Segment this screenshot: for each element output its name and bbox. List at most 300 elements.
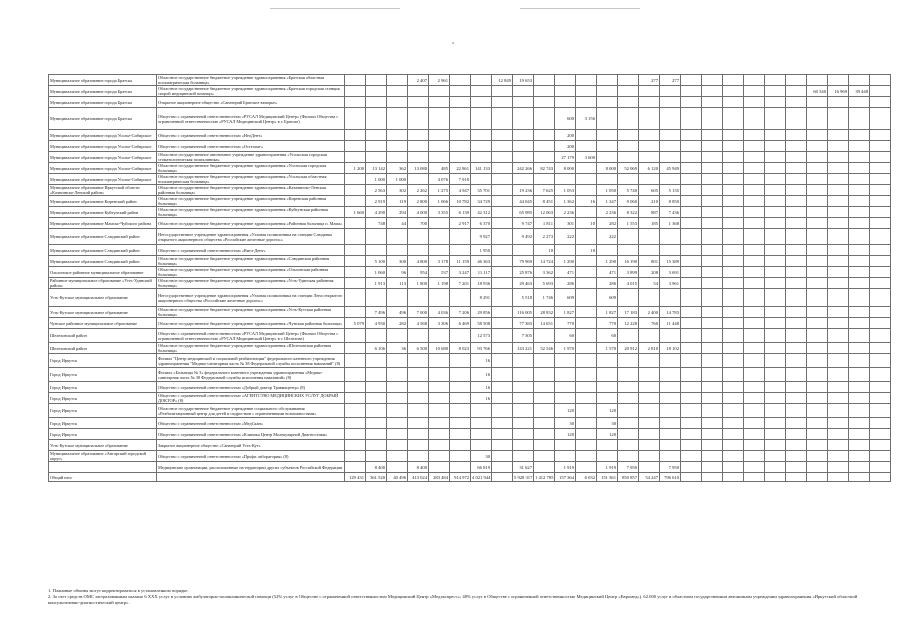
value-cell xyxy=(723,289,744,307)
value-cell xyxy=(534,174,555,185)
organization-cell: Областное государственное бюджетное учреждение здравоохранения «Киренская районная больница» xyxy=(157,196,345,207)
value-cell xyxy=(828,393,849,404)
value-cell: 82 743 xyxy=(534,163,555,174)
municipality-cell: Муниципальное образование города Братска xyxy=(49,75,157,86)
value-cell xyxy=(744,185,765,196)
value-cell xyxy=(765,307,786,318)
value-cell xyxy=(597,97,618,108)
value-cell xyxy=(702,141,723,152)
value-cell xyxy=(870,429,891,440)
organization-cell: Медицинские организации, расположенные на территории других субъектов Российской Федерации xyxy=(157,462,345,473)
value-cell: 5 100 xyxy=(366,256,387,267)
value-cell xyxy=(618,108,639,130)
value-cell xyxy=(849,278,870,289)
value-cell xyxy=(765,174,786,185)
value-cell xyxy=(555,97,576,108)
value-cell: 362 xyxy=(387,163,408,174)
value-cell xyxy=(786,245,807,256)
value-cell xyxy=(576,429,597,440)
value-cell: 44 xyxy=(387,218,408,229)
value-cell xyxy=(786,462,807,473)
value-cell xyxy=(828,196,849,207)
value-cell xyxy=(576,207,597,218)
total-label: Общий итог xyxy=(49,473,157,482)
value-cell xyxy=(744,440,765,451)
value-cell xyxy=(765,196,786,207)
value-cell xyxy=(513,418,534,429)
value-cell xyxy=(366,152,387,163)
table-row xyxy=(49,278,891,289)
value-cell xyxy=(702,278,723,289)
value-cell xyxy=(681,289,702,307)
value-cell xyxy=(534,393,555,404)
value-cell xyxy=(492,218,513,229)
value-cell xyxy=(744,343,765,354)
value-cell xyxy=(576,130,597,141)
value-cell xyxy=(849,218,870,229)
value-cell xyxy=(639,130,660,141)
municipality-cell: Муниципальное образование Слюдянский район xyxy=(49,245,157,256)
value-cell: 27 179 xyxy=(555,152,576,163)
value-cell xyxy=(429,382,450,393)
value-cell xyxy=(492,256,513,267)
value-cell xyxy=(450,245,471,256)
total-value-cell xyxy=(828,473,849,482)
value-cell xyxy=(450,97,471,108)
value-cell: 7 950 xyxy=(660,462,681,473)
value-cell xyxy=(660,440,681,451)
value-cell xyxy=(870,343,891,354)
value-cell: 8 023 xyxy=(450,343,471,354)
value-cell: 1 362 xyxy=(555,196,576,207)
value-cell xyxy=(744,418,765,429)
organization-cell: Филиал «Больница № 3» федерального казенного учреждения здравоохранения «Медико-санитарная часть № 38 Федеральной службы исполнения наказаний» (8) xyxy=(157,368,345,382)
value-cell xyxy=(429,418,450,429)
value-cell xyxy=(849,318,870,329)
value-cell xyxy=(870,174,891,185)
value-cell xyxy=(408,245,429,256)
value-cell xyxy=(849,267,870,278)
value-cell xyxy=(366,130,387,141)
value-cell xyxy=(870,451,891,462)
value-cell xyxy=(534,329,555,343)
value-cell xyxy=(387,451,408,462)
value-cell xyxy=(702,451,723,462)
value-cell xyxy=(618,382,639,393)
value-cell xyxy=(765,382,786,393)
value-cell xyxy=(345,141,366,152)
value-cell xyxy=(408,86,429,97)
value-cell xyxy=(828,229,849,245)
value-cell xyxy=(471,97,492,108)
value-cell: 141 133 xyxy=(471,163,492,174)
value-cell xyxy=(828,307,849,318)
value-cell: 7 206 xyxy=(450,307,471,318)
value-cell xyxy=(576,174,597,185)
value-cell xyxy=(492,354,513,368)
value-cell: 79 969 xyxy=(513,256,534,267)
value-cell xyxy=(681,318,702,329)
value-cell: 16 xyxy=(471,393,492,404)
table-row xyxy=(49,318,891,329)
value-cell xyxy=(366,368,387,382)
value-cell xyxy=(639,418,660,429)
value-cell: 16 xyxy=(576,196,597,207)
municipality-cell: Город Иркутск xyxy=(49,382,157,393)
value-cell xyxy=(492,429,513,440)
value-cell: 4 076 xyxy=(429,174,450,185)
value-cell xyxy=(513,404,534,418)
value-cell: 13 080 xyxy=(408,163,429,174)
value-cell xyxy=(723,86,744,97)
value-cell xyxy=(744,207,765,218)
value-cell xyxy=(408,440,429,451)
value-cell xyxy=(765,393,786,404)
value-cell xyxy=(639,462,660,473)
value-cell xyxy=(765,218,786,229)
value-cell xyxy=(681,440,702,451)
value-cell xyxy=(387,429,408,440)
value-cell xyxy=(786,289,807,307)
value-cell: 113 xyxy=(387,278,408,289)
value-cell xyxy=(702,440,723,451)
value-cell: 120 xyxy=(555,429,576,440)
value-cell: 282 xyxy=(597,218,618,229)
value-cell xyxy=(723,278,744,289)
value-cell xyxy=(723,462,744,473)
value-cell xyxy=(681,329,702,343)
value-cell xyxy=(828,108,849,130)
municipality-cell: Муниципальное образование города Усолье-Сибирское xyxy=(49,163,157,174)
value-cell xyxy=(702,429,723,440)
value-cell: 3 899 xyxy=(618,267,639,278)
value-cell xyxy=(597,451,618,462)
value-cell: 2 919 xyxy=(366,196,387,207)
value-cell xyxy=(744,462,765,473)
value-cell: 8 400 xyxy=(408,462,429,473)
organization-cell: Общество с ограниченной ответственностью «МедСкан» xyxy=(157,418,345,429)
value-cell xyxy=(786,404,807,418)
value-cell xyxy=(765,343,786,354)
value-cell xyxy=(450,152,471,163)
value-cell xyxy=(492,329,513,343)
value-cell xyxy=(786,451,807,462)
value-cell xyxy=(408,393,429,404)
table-row xyxy=(49,354,891,368)
value-cell xyxy=(492,141,513,152)
value-cell xyxy=(786,418,807,429)
value-cell xyxy=(744,382,765,393)
value-cell xyxy=(723,174,744,185)
value-cell xyxy=(387,354,408,368)
value-cell xyxy=(492,163,513,174)
total-value-cell: 54 247 xyxy=(639,473,660,482)
table-row xyxy=(49,451,891,462)
municipality-cell: Ольхонское районное муниципальное образование xyxy=(49,267,157,278)
value-cell xyxy=(807,343,828,354)
value-cell xyxy=(660,393,681,404)
value-cell: 1 368 xyxy=(660,218,681,229)
value-cell: 282 xyxy=(387,318,408,329)
value-cell xyxy=(723,329,744,343)
value-cell xyxy=(681,196,702,207)
value-cell xyxy=(870,267,891,278)
municipality-cell: Муниципальное образование города Усолье-Сибирское xyxy=(49,174,157,185)
value-cell xyxy=(366,429,387,440)
organization-cell: Негосударственное учреждение здравоохранения «Узловая поликлиника на станции Слюдянка открытого акционерного общества «Российские железные дороги»» xyxy=(157,229,345,245)
value-cell xyxy=(702,354,723,368)
value-cell xyxy=(576,278,597,289)
value-cell xyxy=(786,75,807,86)
value-cell: 1 811 xyxy=(534,218,555,229)
value-cell xyxy=(723,368,744,382)
value-cell xyxy=(870,185,891,196)
value-cell xyxy=(618,368,639,382)
value-cell xyxy=(366,329,387,343)
value-cell xyxy=(744,141,765,152)
value-cell xyxy=(639,354,660,368)
value-cell xyxy=(681,75,702,86)
value-cell xyxy=(786,343,807,354)
value-cell xyxy=(366,404,387,418)
value-cell xyxy=(765,418,786,429)
value-cell xyxy=(807,289,828,307)
value-cell xyxy=(828,404,849,418)
value-cell xyxy=(471,108,492,130)
value-cell xyxy=(513,382,534,393)
value-cell xyxy=(849,152,870,163)
value-cell: 25 876 xyxy=(513,267,534,278)
value-cell xyxy=(408,404,429,418)
organization-cell: Областное государственное бюджетное учреждение здравоохранения «Куйтунская районная больница» xyxy=(157,207,345,218)
value-cell: 11 159 xyxy=(450,256,471,267)
value-cell xyxy=(702,382,723,393)
value-cell xyxy=(513,152,534,163)
value-cell xyxy=(597,86,618,97)
value-cell xyxy=(786,256,807,267)
value-cell xyxy=(681,130,702,141)
value-cell xyxy=(723,229,744,245)
value-cell xyxy=(681,229,702,245)
value-cell xyxy=(786,196,807,207)
value-cell xyxy=(702,267,723,278)
value-cell: 9 492 xyxy=(513,229,534,245)
value-cell xyxy=(534,141,555,152)
value-cell xyxy=(429,354,450,368)
value-cell: 600 xyxy=(555,108,576,130)
value-cell: 7 436 xyxy=(660,207,681,218)
value-cell xyxy=(597,245,618,256)
value-cell: 760 xyxy=(639,318,660,329)
organization-cell: Общество с ограниченной ответственностью «РУСАЛ Медицинский Центр» (Филиал Общества с ограниченной ответственностью «РУСАЛ Медицинский Центр» в г. Шелехове) xyxy=(157,329,345,343)
value-cell xyxy=(429,97,450,108)
value-cell xyxy=(849,97,870,108)
value-cell xyxy=(681,354,702,368)
value-cell: 1 919 xyxy=(597,462,618,473)
value-cell xyxy=(534,418,555,429)
value-cell xyxy=(849,451,870,462)
value-cell: 2 262 xyxy=(408,185,429,196)
value-cell xyxy=(786,318,807,329)
value-cell: 46 363 xyxy=(471,256,492,267)
value-cell xyxy=(870,207,891,218)
value-cell xyxy=(786,185,807,196)
value-cell: 19 653 xyxy=(513,75,534,86)
value-cell: 1 347 xyxy=(597,196,618,207)
value-cell xyxy=(534,451,555,462)
value-cell xyxy=(618,75,639,86)
scan-artifact-line xyxy=(270,8,400,9)
value-cell: 8 322 xyxy=(618,207,639,218)
value-cell: 29 463 xyxy=(513,278,534,289)
value-cell xyxy=(345,329,366,343)
value-cell: 6 500 xyxy=(408,343,429,354)
value-cell xyxy=(807,163,828,174)
value-cell xyxy=(870,229,891,245)
value-cell: 10 xyxy=(576,245,597,256)
value-cell xyxy=(345,307,366,318)
municipality-cell: Чунское районное муниципальное образование xyxy=(49,318,157,329)
value-cell xyxy=(660,382,681,393)
value-cell xyxy=(870,354,891,368)
value-cell: 2 407 xyxy=(408,75,429,86)
value-cell xyxy=(723,207,744,218)
value-cell: 4 290 xyxy=(366,207,387,218)
value-cell xyxy=(744,256,765,267)
value-cell xyxy=(723,196,744,207)
value-cell xyxy=(471,174,492,185)
value-cell: 66 819 xyxy=(471,462,492,473)
table-row xyxy=(49,245,891,256)
value-cell xyxy=(702,218,723,229)
value-cell: 301 xyxy=(555,218,576,229)
footnote-2: 2. За счет средств ОМС застрахованным оказано 6 ХХХ услуг в условиях амбулаторно-поликлинической помощи (52% услуг в Обществе с ограниченной ответственностью Медицинский Центр «Медэкспресс»; 48% услуг в Обществе с ограниченной ответственностью Медицинский Центр «Евромед»). 62.000 услуг в областном государственном автономном учреждении здравоохранения «Иркутский областной консультативно-диагностический центр». xyxy=(48,594,858,605)
value-cell xyxy=(345,404,366,418)
value-cell xyxy=(534,86,555,97)
value-cell xyxy=(408,354,429,368)
value-cell xyxy=(828,418,849,429)
value-cell: 116 005 xyxy=(513,307,534,318)
value-cell: 7 000 xyxy=(408,307,429,318)
total-value-cell xyxy=(870,473,891,482)
organization-cell: Областное государственное бюджетное учреждение здравоохранения «Ольхонская районная больница» xyxy=(157,267,345,278)
value-cell: 30 xyxy=(597,418,618,429)
value-cell: 471 xyxy=(597,267,618,278)
value-cell xyxy=(450,75,471,86)
value-cell xyxy=(786,86,807,97)
value-cell xyxy=(765,440,786,451)
value-cell xyxy=(639,141,660,152)
value-cell xyxy=(492,86,513,97)
value-cell: 4 015 xyxy=(618,278,639,289)
value-cell xyxy=(744,404,765,418)
value-cell xyxy=(387,141,408,152)
value-cell xyxy=(450,108,471,130)
value-cell xyxy=(765,185,786,196)
value-cell xyxy=(366,97,387,108)
value-cell xyxy=(870,368,891,382)
value-cell: 770 xyxy=(597,318,618,329)
total-value-cell: 361 520 xyxy=(366,473,387,482)
value-cell xyxy=(828,354,849,368)
value-cell xyxy=(492,185,513,196)
value-cell xyxy=(555,368,576,382)
value-cell xyxy=(681,86,702,97)
organization-cell: Областное государственное бюджетное учреждение здравоохранения «Усольская городская больница» xyxy=(157,163,345,174)
value-cell: 286 xyxy=(555,278,576,289)
value-cell: 10 680 xyxy=(429,343,450,354)
table-row xyxy=(49,404,891,418)
value-cell xyxy=(744,97,765,108)
value-cell: 471 xyxy=(555,267,576,278)
value-cell xyxy=(576,256,597,267)
value-cell xyxy=(597,130,618,141)
value-cell xyxy=(387,152,408,163)
value-cell xyxy=(849,245,870,256)
value-cell xyxy=(681,141,702,152)
value-cell xyxy=(534,354,555,368)
value-cell xyxy=(618,174,639,185)
value-cell xyxy=(429,289,450,307)
value-cell xyxy=(681,462,702,473)
value-cell xyxy=(429,393,450,404)
value-cell xyxy=(828,329,849,343)
value-cell xyxy=(345,229,366,245)
value-cell xyxy=(702,307,723,318)
value-cell: 954 xyxy=(408,267,429,278)
value-cell: 8 291 xyxy=(471,289,492,307)
value-cell xyxy=(555,382,576,393)
value-cell xyxy=(618,404,639,418)
total-value-cell: 914 972 xyxy=(450,473,471,482)
total-value-cell: 850 857 xyxy=(618,473,639,482)
value-cell xyxy=(765,207,786,218)
total-row xyxy=(49,473,891,482)
value-cell xyxy=(387,382,408,393)
value-cell: 19 236 xyxy=(513,185,534,196)
value-cell xyxy=(702,329,723,343)
value-cell xyxy=(450,368,471,382)
value-cell xyxy=(408,229,429,245)
organization-cell: Филиал "Центр медицинской и социальной реабилитации" федерального казенного учреждения здравоохранения "Медико-санитарная часть № 38 Федеральной службы исполнения наказаний" (8) xyxy=(157,354,345,368)
total-value-cell: 40 496 xyxy=(387,473,408,482)
value-cell xyxy=(765,429,786,440)
value-cell xyxy=(597,393,618,404)
value-cell xyxy=(849,382,870,393)
table-row xyxy=(49,196,891,207)
municipality-cell: Муниципальное образование города Братска xyxy=(49,97,157,108)
value-cell xyxy=(870,108,891,130)
value-cell xyxy=(786,108,807,130)
value-cell: 17 183 xyxy=(618,307,639,318)
value-cell xyxy=(849,440,870,451)
value-cell xyxy=(345,393,366,404)
value-cell xyxy=(744,354,765,368)
value-cell: 7 625 xyxy=(534,185,555,196)
value-cell: 77 383 xyxy=(513,318,534,329)
organization-cell: Областное государственное автономное учреждение здравоохранения «Усольская городская стоматологическая поликлиника» xyxy=(157,152,345,163)
total-value-cell xyxy=(723,473,744,482)
organization-cell: Областное государственное бюджетное учреждение здравоохранения «Шелеховская районная больница» xyxy=(157,343,345,354)
value-cell xyxy=(849,429,870,440)
value-cell xyxy=(639,97,660,108)
value-cell: 3 362 xyxy=(534,267,555,278)
value-cell xyxy=(450,451,471,462)
value-cell xyxy=(660,289,681,307)
table-row xyxy=(49,218,891,229)
organization-cell: Общество с ограниченной ответственностью «Добрый доктор Травмацентр» (8) xyxy=(157,382,345,393)
total-value-cell xyxy=(849,473,870,482)
